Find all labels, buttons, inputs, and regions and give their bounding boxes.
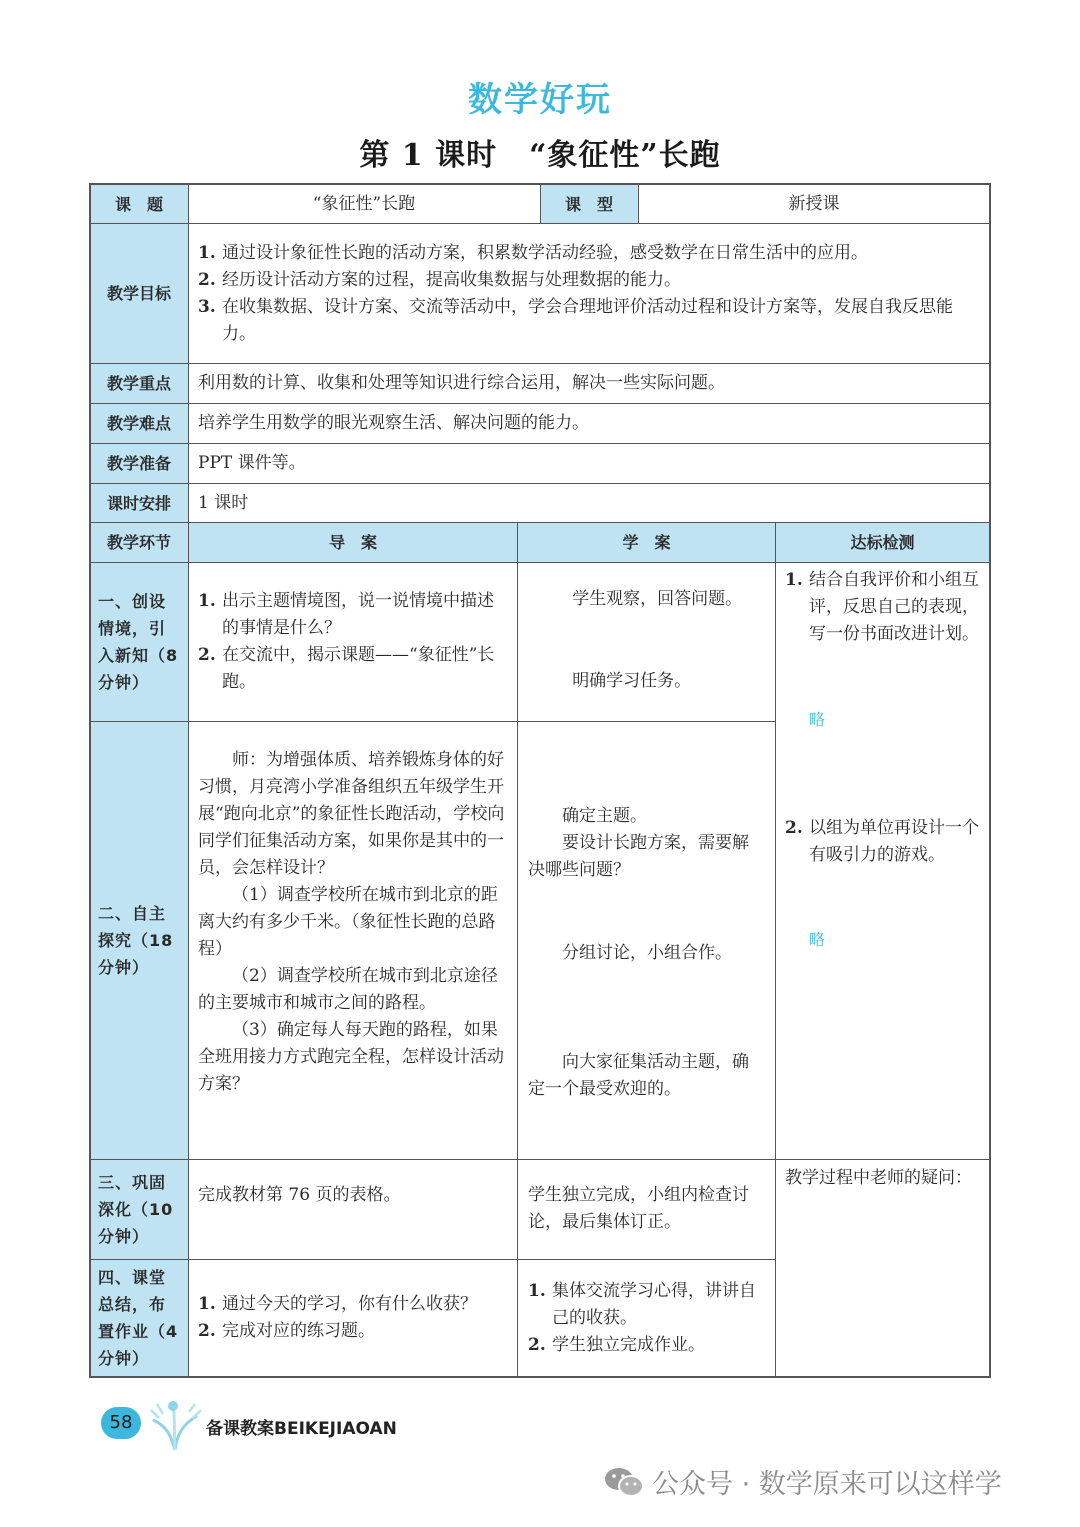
goal-item: 3. 在收集数据、设计方案、交流等活动中，学会合理地评价活动过程和设计方案等，发展自我反思能力。 bbox=[198, 296, 953, 344]
divider bbox=[90, 403, 990, 404]
goals-label: 教学目标 bbox=[90, 224, 188, 363]
prep-value: PPT 课件等。 bbox=[198, 452, 306, 473]
list-item: 2. 完成对应的练习题。 bbox=[198, 1321, 375, 1341]
divider bbox=[90, 562, 990, 563]
stage1-study-b: 明确学习任务。 bbox=[572, 671, 692, 691]
check-answer-1: 略 bbox=[809, 710, 826, 729]
lesson-name: “象征性”长跑 bbox=[529, 138, 721, 173]
col-header-guide: 导 案 bbox=[188, 523, 518, 562]
stage4-guide-list bbox=[198, 1291, 508, 1345]
topic-value: “象征性”长跑 bbox=[312, 193, 416, 214]
difficulty-value: 培养学生用数学的眼光观察生活、解决问题的能力。 bbox=[198, 412, 589, 433]
divider bbox=[517, 523, 518, 1377]
stage1-guide-list bbox=[198, 588, 508, 696]
page-number: 58 bbox=[101, 1407, 141, 1439]
stage4-study bbox=[518, 1259, 775, 1377]
divider bbox=[90, 1159, 990, 1160]
list-item: 1. 结合自我评价和小组互评，反思自己的表现，写一份书面改进计划。 bbox=[785, 570, 979, 644]
key-value: 利用数的计算、收集和处理等知识进行综合运用，解决一些实际问题。 bbox=[198, 372, 725, 393]
stage2-guide-intro: 师：为增强体质、培养锻炼身体的好习惯，月亮湾小学准备组织五年级学生开展“跑向北京”的象征性长跑活动，学校向同学们征集活动方案，如果你是其中的一员，会怎样设计？ bbox=[198, 750, 505, 878]
stage4-study-list bbox=[528, 1278, 765, 1359]
stage3-guide: 完成教材第 76 页的表格。 bbox=[198, 1184, 401, 1205]
type-value: 新授课 bbox=[788, 193, 840, 214]
stage4-guide bbox=[188, 1259, 518, 1377]
divider bbox=[638, 184, 639, 224]
table-border-bottom bbox=[90, 1376, 991, 1378]
stage2-guide bbox=[188, 747, 518, 1147]
divider bbox=[90, 522, 990, 523]
col-header-stage: 教学环节 bbox=[90, 523, 188, 562]
stage2-study-b: 要设计长跑方案，需要解决哪些问题？ bbox=[528, 833, 749, 880]
section-title: 数学好玩 bbox=[468, 80, 612, 120]
type-label: 课 型 bbox=[540, 184, 638, 224]
check-answer-2: 略 bbox=[809, 930, 826, 949]
stage2-guide-q1: （1）调查学校所在城市到北京的距离大约有多少千米。（象征性长跑的总路程） bbox=[198, 885, 498, 959]
stage4-label: 四、课堂总结，布置作业（4 分钟） bbox=[90, 1259, 188, 1377]
divider bbox=[188, 184, 189, 1377]
stage1-label: 一、创设情境，引入新知（8 分钟） bbox=[90, 562, 188, 721]
schedule-value: 1 课时 bbox=[198, 492, 249, 513]
stage1-study-a: 学生观察，回答问题。 bbox=[572, 589, 743, 609]
list-item: 2. 以组为单位再设计一个有吸引力的游戏。 bbox=[785, 818, 979, 865]
brand-text: 备课教案BEIKEJIAOAN bbox=[206, 1419, 397, 1439]
stage2-study-c: 分组讨论，小组合作。 bbox=[562, 943, 732, 963]
list-item: 1. 通过今天的学习，你有什么收获？ bbox=[198, 1294, 477, 1314]
divider bbox=[775, 523, 776, 1377]
list-item: 2. 在交流中，揭示课题——“象征性”长跑。 bbox=[198, 644, 495, 692]
stage3-study: 学生独立完成，小组内检查讨论，最后集体订正。 bbox=[528, 1185, 749, 1232]
lesson-title bbox=[0, 130, 1080, 174]
divider bbox=[90, 721, 775, 722]
goals-cell bbox=[188, 224, 990, 363]
goal-item: 1. 通过设计象征性长跑的活动方案，积累数学活动经验，感受数学在日常生活中的应用。 bbox=[198, 242, 868, 263]
divider bbox=[90, 483, 990, 484]
col-header-check: 达标检测 bbox=[775, 523, 990, 562]
check-item-1 bbox=[775, 567, 990, 648]
wechat-icon bbox=[604, 1465, 644, 1499]
stage2-guide-q2: （2）调查学校所在城市到北京途径的主要城市和城市之间的路程。 bbox=[198, 966, 498, 1013]
check-item-2 bbox=[775, 815, 990, 869]
difficulty-label: 教学难点 bbox=[90, 403, 188, 443]
goal-item: 2. 经历设计活动方案的过程，提高收集数据与处理数据的能力。 bbox=[198, 269, 681, 290]
key-label: 教学重点 bbox=[90, 363, 188, 403]
stage2-study-d: 向大家征集活动主题，确定一个最受欢迎的。 bbox=[528, 1052, 749, 1099]
divider bbox=[540, 184, 541, 224]
watermark-text: 公众号 · 数学原来可以这样学 bbox=[652, 1469, 1002, 1500]
watermark bbox=[604, 1462, 1002, 1501]
divider bbox=[90, 1259, 775, 1260]
list-item: 2. 学生独立完成作业。 bbox=[528, 1334, 705, 1355]
prep-label: 教学准备 bbox=[90, 443, 188, 483]
stage1-guide bbox=[188, 562, 518, 721]
list-item: 1. 集体交流学习心得，讲讲自己的收获。 bbox=[528, 1280, 756, 1328]
stage2-guide-q3: （3）确定每人每天跑的路程，如果全班用接力方式跑完全程，怎样设计活动方案？ bbox=[198, 1020, 504, 1094]
stage2-study-a: 确定主题。 bbox=[562, 806, 647, 826]
divider bbox=[90, 363, 990, 364]
lesson-number: 第 1 课时 bbox=[359, 138, 498, 173]
check-notes: 教学过程中老师的疑问： bbox=[785, 1168, 972, 1188]
divider bbox=[90, 443, 990, 444]
col-header-study: 学 案 bbox=[518, 523, 775, 562]
schedule-label: 课时安排 bbox=[90, 483, 188, 523]
brand-logo-icon bbox=[145, 1396, 205, 1456]
stage3-label: 三、巩固深化（10 分钟） bbox=[90, 1159, 188, 1259]
topic-label: 课 题 bbox=[90, 184, 188, 224]
list-item: 1. 出示主题情境图，说一说情境中描述的事情是什么？ bbox=[198, 590, 494, 638]
stage2-label: 二、自主探究（18 分钟） bbox=[90, 721, 188, 1159]
goals-list bbox=[198, 240, 980, 348]
